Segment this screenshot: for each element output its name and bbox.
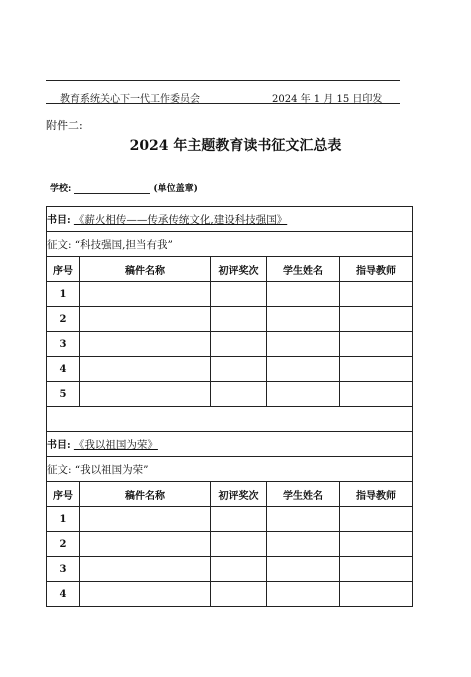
row-index: 2 [47, 532, 80, 557]
cell-title[interactable] [80, 582, 211, 607]
cell-title[interactable] [80, 532, 211, 557]
cell-title[interactable] [80, 357, 211, 382]
table-row [47, 557, 413, 582]
cell-award[interactable] [211, 282, 267, 307]
table-row [47, 332, 413, 357]
row-index: 2 [47, 307, 80, 332]
book-label: 书目: [47, 215, 71, 226]
school-label: 学校: [50, 184, 72, 194]
cell-award[interactable] [211, 382, 267, 407]
row-index: 4 [47, 582, 80, 607]
table-row [47, 382, 413, 407]
row-index: 4 [47, 357, 80, 382]
col-index: 序号 [47, 482, 80, 507]
cell-teacher[interactable] [340, 282, 413, 307]
cell-teacher[interactable] [340, 382, 413, 407]
table-row [47, 507, 413, 532]
theme-label: 征文: [47, 463, 72, 476]
header-rule [46, 103, 400, 104]
cell-teacher[interactable] [340, 357, 413, 382]
attachment-label: 附件二: [46, 119, 83, 132]
col-title: 稿件名称 [80, 482, 211, 507]
cell-teacher[interactable] [340, 532, 413, 557]
spacer-row [47, 407, 413, 432]
cell-student[interactable] [267, 307, 340, 332]
cell-award[interactable] [211, 357, 267, 382]
book-row [47, 432, 413, 457]
col-title: 稿件名称 [80, 257, 211, 282]
book-name: 《薪火相传——传承传统文化,建设科技强国》 [73, 214, 288, 226]
page-title: 2024 年主题教育读书征文汇总表 [129, 138, 342, 154]
table-row [47, 582, 413, 607]
table-row [47, 357, 413, 382]
cell-award[interactable] [211, 532, 267, 557]
col-award: 初评奖次 [211, 482, 267, 507]
cell-student[interactable] [267, 507, 340, 532]
book-name: 《我以祖国为荣》 [73, 439, 158, 451]
col-teacher: 指导教师 [340, 482, 413, 507]
theme-text: “科技强国,担当有我” [74, 238, 173, 251]
table-row [47, 307, 413, 332]
row-index: 1 [47, 282, 80, 307]
cell-student[interactable] [267, 582, 340, 607]
cell-award[interactable] [211, 582, 267, 607]
cell-student[interactable] [267, 557, 340, 582]
cell-teacher[interactable] [340, 307, 413, 332]
cell-title[interactable] [80, 332, 211, 357]
cell-student[interactable] [267, 332, 340, 357]
cell-title[interactable] [80, 282, 211, 307]
row-index: 5 [47, 382, 80, 407]
school-note: (单位盖章) [153, 184, 198, 194]
issuing-org: 教育系统关心下一代工作委员会 [60, 94, 200, 105]
cell-title[interactable] [80, 382, 211, 407]
col-index: 序号 [47, 257, 80, 282]
theme-row [47, 457, 413, 482]
row-index: 3 [47, 557, 80, 582]
cell-award[interactable] [211, 332, 267, 357]
cell-student[interactable] [267, 357, 340, 382]
top-rule [46, 80, 400, 81]
cell-student[interactable] [267, 282, 340, 307]
cell-teacher[interactable] [340, 557, 413, 582]
cell-teacher[interactable] [340, 332, 413, 357]
cell-student[interactable] [267, 382, 340, 407]
book-label: 书目: [47, 440, 71, 451]
col-student: 学生姓名 [267, 257, 340, 282]
header-row [47, 257, 413, 282]
cell-award[interactable] [211, 307, 267, 332]
col-award: 初评奖次 [211, 257, 267, 282]
row-index: 3 [47, 332, 80, 357]
cell-award[interactable] [211, 507, 267, 532]
theme-label: 征文: [47, 238, 72, 251]
cell-title[interactable] [80, 557, 211, 582]
cell-title[interactable] [80, 307, 211, 332]
header-row [47, 482, 413, 507]
cell-student[interactable] [267, 532, 340, 557]
book-row [47, 207, 413, 232]
school-line [50, 181, 198, 194]
col-teacher: 指导教师 [340, 257, 413, 282]
col-student: 学生姓名 [267, 482, 340, 507]
table-row [47, 532, 413, 557]
cell-teacher[interactable] [340, 507, 413, 532]
theme-row [47, 232, 413, 257]
cell-title[interactable] [80, 507, 211, 532]
summary-table [46, 206, 413, 607]
school-blank[interactable] [74, 184, 150, 194]
row-index: 1 [47, 507, 80, 532]
cell-teacher[interactable] [340, 582, 413, 607]
table-row [47, 282, 413, 307]
theme-text: “我以祖国为荣” [74, 463, 149, 476]
issue-date: 2024 年 1 月 15 日印发 [272, 94, 383, 105]
cell-award[interactable] [211, 557, 267, 582]
